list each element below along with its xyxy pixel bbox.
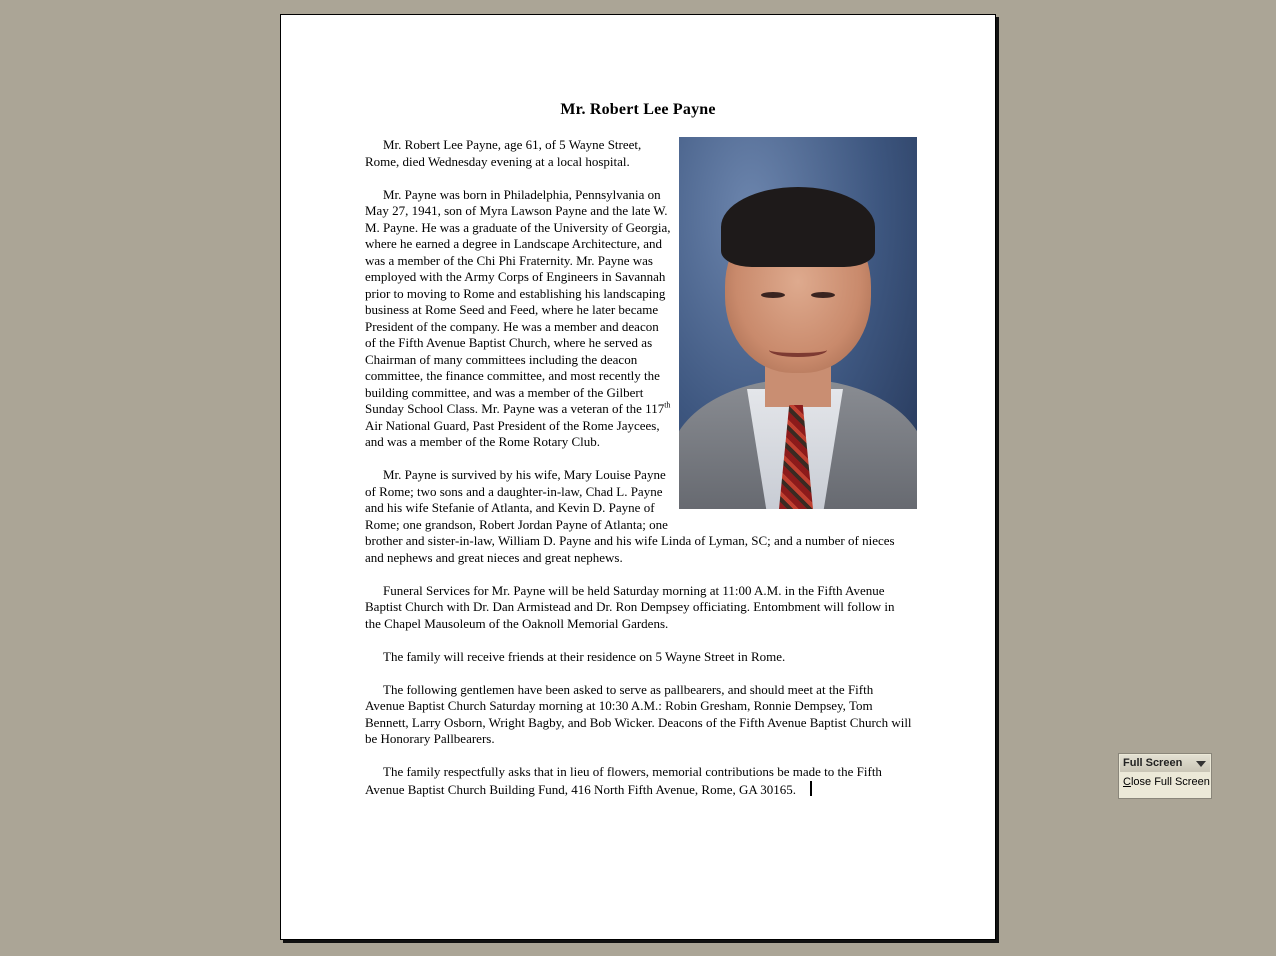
paragraph-intro: Mr. Robert Lee Payne, age 61, of 5 Wayne Street, Rome, died Wednesday evening at a local hospital. <box>365 137 642 169</box>
full-screen-toolbar <box>1118 753 1212 799</box>
paragraph-biography-tail: Air National Guard, Past President of the Rome Jaycees, and was a member of the Rome Rotary Club. <box>365 417 660 449</box>
paragraph-survivors: Mr. Payne is survived by his wife, Mary Louise Payne of Rome; two sons and a daughter-in-law, Chad L. Payne and his wife Stefanie of Atlanta, and Kevin D. Payne of Rome; one grandson, Robert Jordan Payne of Atlanta; one brother and sister-in-law, William D. Payne and his wife Linda of Lyman, SC; and a number of nieces and nephews and great nieces and great nephews. <box>365 467 895 565</box>
full-screen-toolbar-title[interactable] <box>1120 755 1210 772</box>
paragraph-funeral: Funeral Services for Mr. Payne will be held Saturday morning at 11:00 A.M. in the Fifth Avenue Baptist Church with Dr. Dan Armistead and Dr. Ron Dempsey officiating. Entombment will follow in the Chapel Mausoleum of the Oaknoll Memorial Gardens. <box>365 582 895 631</box>
close-full-screen-label: lose Full Screen <box>1130 776 1210 788</box>
paragraph-memorials <box>365 764 913 798</box>
document-title: Mr. Robert Lee Payne <box>560 101 716 118</box>
close-full-screen-accelerator: C <box>1123 776 1131 788</box>
paragraph-pallbearers: The following gentlemen have been asked to serve as pallbearers, and should meet at the Fifth Avenue Baptist Church Saturday morning at 10:30 A.M.: Robin Gresham, Ronnie Dempsey, Tom Bennett, Larry Osborn, Wright Bagby, and Bob Wicker. Deacons of the Fifth Avenue Baptist Church will be Honorary Pallbearers. <box>365 681 912 746</box>
document-body[interactable] <box>365 137 913 815</box>
paragraph-visitation: The family will receive friends at their residence on 5 Wayne Street in Rome. <box>383 648 786 664</box>
paragraph-memorials-text: The family respectfully asks that in lieu of flowers, memorial contributions be made to the Fifth Avenue Baptist Church Building Fund, 416 North Fifth Avenue, Rome, GA 30165. <box>365 764 882 797</box>
full-screen-toolbar-title-text: Full Screen <box>1123 757 1183 769</box>
dropdown-arrow-icon[interactable] <box>1196 761 1206 767</box>
portrait-photo <box>679 137 917 509</box>
close-full-screen-button[interactable] <box>1123 776 1210 788</box>
document-page <box>280 14 996 940</box>
superscript-th: th <box>664 400 671 410</box>
paragraph-biography-text: Mr. Payne was born in Philadelphia, Pennsylvania on May 27, 1941, son of Myra Lawson Payne and the late W. M. Payne. He was a graduate of the University of Georgia, where he earned a degree in Landscape Architecture, and was a member of the Chi Phi Fraternity. Mr. Payne was employed with the Army Corps of Engineers in Savannah prior to moving to Rome and establishing his landscaping business at Rome Seed and Feed, where he later became President of the company. He was a member and deacon of the Fifth Avenue Baptist Church, where he served as Chairman of many committees including the deacon committee, the finance committee, and most recently the building committee, and was a member of the Gilbert Sunday School Class. Mr. Payne was a veteran of the 117 <box>365 186 671 416</box>
text-cursor <box>810 781 812 796</box>
